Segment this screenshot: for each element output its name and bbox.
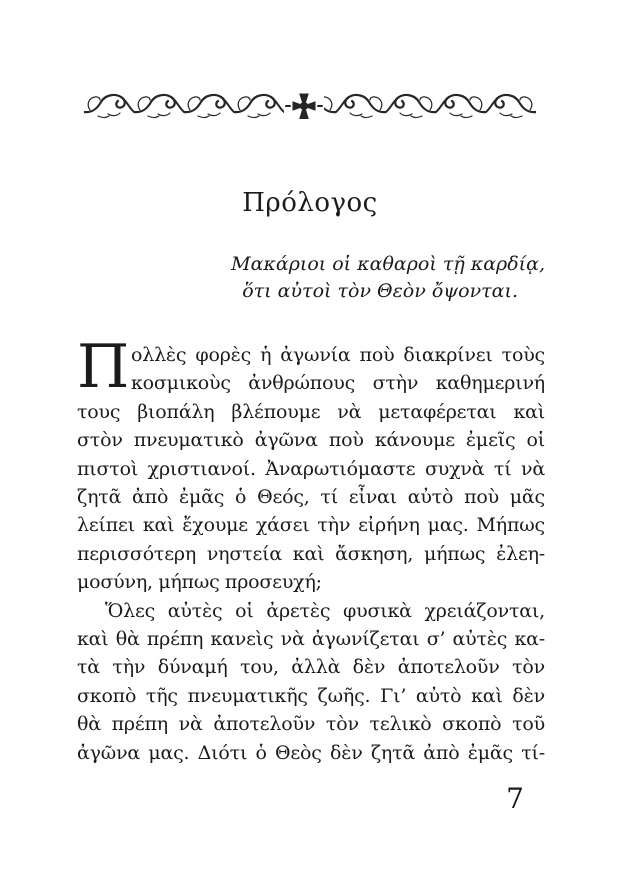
body-line: στὸν πνευματικὸ ἀγῶνα ποὺ κάνουμε ἐμεῖς οἱ xyxy=(77,429,545,452)
header-ornament-band xyxy=(84,89,536,125)
body-line: λείπει καὶ ἔχουμε χάσει τὴν εἰρήνη μας. Μήπως xyxy=(77,514,545,537)
body-text xyxy=(77,332,545,767)
body-line: πιστοὶ χριστιανοί. Ἀναρωτιόμαστε συχνὰ τί νὰ xyxy=(77,457,545,480)
body-line: σκοπὸ τῆς πνευματικῆς ζωῆς. Γι’ αὐτὸ καὶ δὲν xyxy=(77,684,545,707)
body-line: τους βιοπάλη βλέπουμε νὰ μεταφέρεται καὶ xyxy=(77,400,545,423)
body-line: ζητᾶ ἀπὸ ἐμᾶς ὁ Θεός, τί εἶναι αὐτὸ ποὺ μᾶς xyxy=(77,486,545,509)
body-line: κοσμικοὺς ἀνθρώπους στὴν καθημερινή xyxy=(131,372,545,395)
chapter-title: Πρόλογος xyxy=(242,188,378,218)
epigraph xyxy=(231,251,545,305)
body-line: τὰ τὴν δύναμή του, ἀλλὰ δὲν ἀποτελοῦν τὸν xyxy=(77,656,545,679)
page-number: 7 xyxy=(506,782,524,815)
body-line: μοσύνη, μήπως προσευχή; xyxy=(77,571,322,594)
body-line: καὶ θὰ πρέπη κανεὶς νὰ ἀγωνίζεται σ’ αὐτὲς κα- xyxy=(77,628,545,651)
body-line: περισσότερη νηστεία καὶ ἄσκηση, μήπως ἐλεη- xyxy=(77,542,545,565)
body-line: θὰ πρέπη νὰ ἀποτελοῦν τὸν τελικὸ σκοπὸ τοῦ xyxy=(77,713,545,736)
cross-pattee-icon xyxy=(285,94,323,120)
drop-cap: Π xyxy=(77,332,130,402)
epigraph-line: Μακάριοι οἱ καθαροὶ τῇ καρδίᾳ, xyxy=(231,253,545,275)
ornament-left-band xyxy=(84,89,284,125)
epigraph-line: ὅτι αὐτοὶ τὸν Θεὸν ὄψονται. xyxy=(242,280,518,302)
body-line: Ὅλες αὐτὲς οἱ ἀρετὲς φυσικὰ χρειάζονται, xyxy=(105,599,545,622)
body-line: ολλὲς φορὲς ἡ ἀγωνία ποὺ διακρίνει τοὺς xyxy=(131,344,545,366)
body-line: ἀγῶνα μας. Διότι ὁ Θεὸς δὲν ζητᾶ ἀπὸ ἐμᾶς τί- xyxy=(77,741,545,764)
ornament-right-band xyxy=(324,89,536,125)
